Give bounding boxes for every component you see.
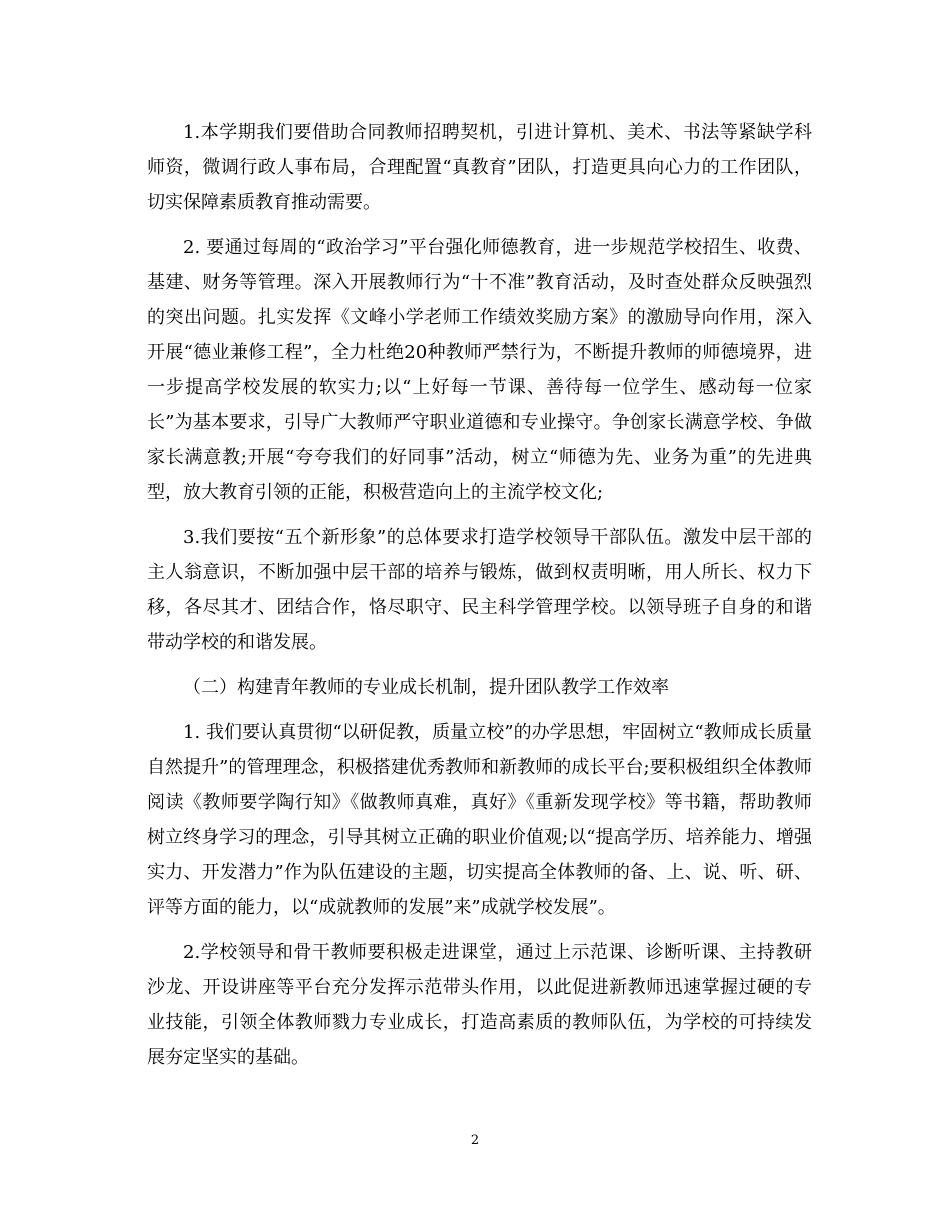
paragraph-1: 1.本学期我们要借助合同教师招聘契机，引进计算机、美术、书法等紧缺学科师资，微调行政人事布局，合理配置“真教育”团队，打造更具向心力的工作团队，切实保障素质教育推动需要。: [147, 122, 812, 213]
section-heading: （二）构建青年教师的专业成长机制，提升团队教学工作效率: [183, 677, 669, 698]
paragraph-3: 3.我们要按“五个新形象”的总体要求打造学校领导干部队伍。激发中层干部的主人翁意识，不断加强中层干部的培养与锻炼，做到权责明晰，用人所长、权力下移，各尽其才、团结合作，恪尽职守、民主科学管理学校。以领导班子自身的和谐带动学校的和谐发展。: [147, 527, 812, 653]
document-body: [147, 115, 812, 1075]
paragraph-4: 1. 我们要认真贯彻“以研促教，质量立校”的办学思想，牢固树立“教师成长质量自然提升”的管理理念，积极搭建优秀教师和新教师的成长平台;要积极组织全体教师阅读《教师要学陶行知》《做教师真难，真好》《重新发现学校》等书籍，帮助教师树立终身学习的理念，引导其树立正确的职业价值观;以“提高学历、培养能力、增强实力、开发潜力”作为队伍建设的主题，切实提高全体教师的备、上、说、听、研、评等方面的能力，以“成就教师的发展”来”成就学校发展”。: [147, 722, 812, 918]
paragraph-5: 2.学校领导和骨干教师要积极走进课堂，通过上示范课、诊断听课、主持教研沙龙、开设讲座等平台充分发挥示范带头作用，以此促进新教师迅速掌握过硬的专业技能，引领全体教师戮力专业成长，打造高素质的教师队伍，为学校的可持续发展夯定坚实的基础。: [147, 942, 812, 1068]
page-number: 2: [470, 1133, 480, 1148]
paragraph-2: 2. 要通过每周的“政治学习”平台强化师德教育，进一步规范学校招生、收费、基建、财务等管理。深入开展教师行为“十不准”教育活动，及时查处群众反映强烈的突出问题。扎实发挥《文峰小学老师工作绩效奖励方案》的激励导向作用，深入开展“德业兼修工程”，全力杜绝20种教师严禁行为，不断提升教师的师德境界，进一步提高学校发展的软实力;以“上好每一节课、善待每一位学生、感动每一位家长”为基本要求，引导广大教师严守职业道德和专业操守。争创家长满意学校、争做家长满意教;开展“夸夸我们的好同事”活动，树立“师德为先、业务为重”的先进典型，放大教育引领的正能，积极营造向上的主流学校文化;: [147, 237, 812, 503]
